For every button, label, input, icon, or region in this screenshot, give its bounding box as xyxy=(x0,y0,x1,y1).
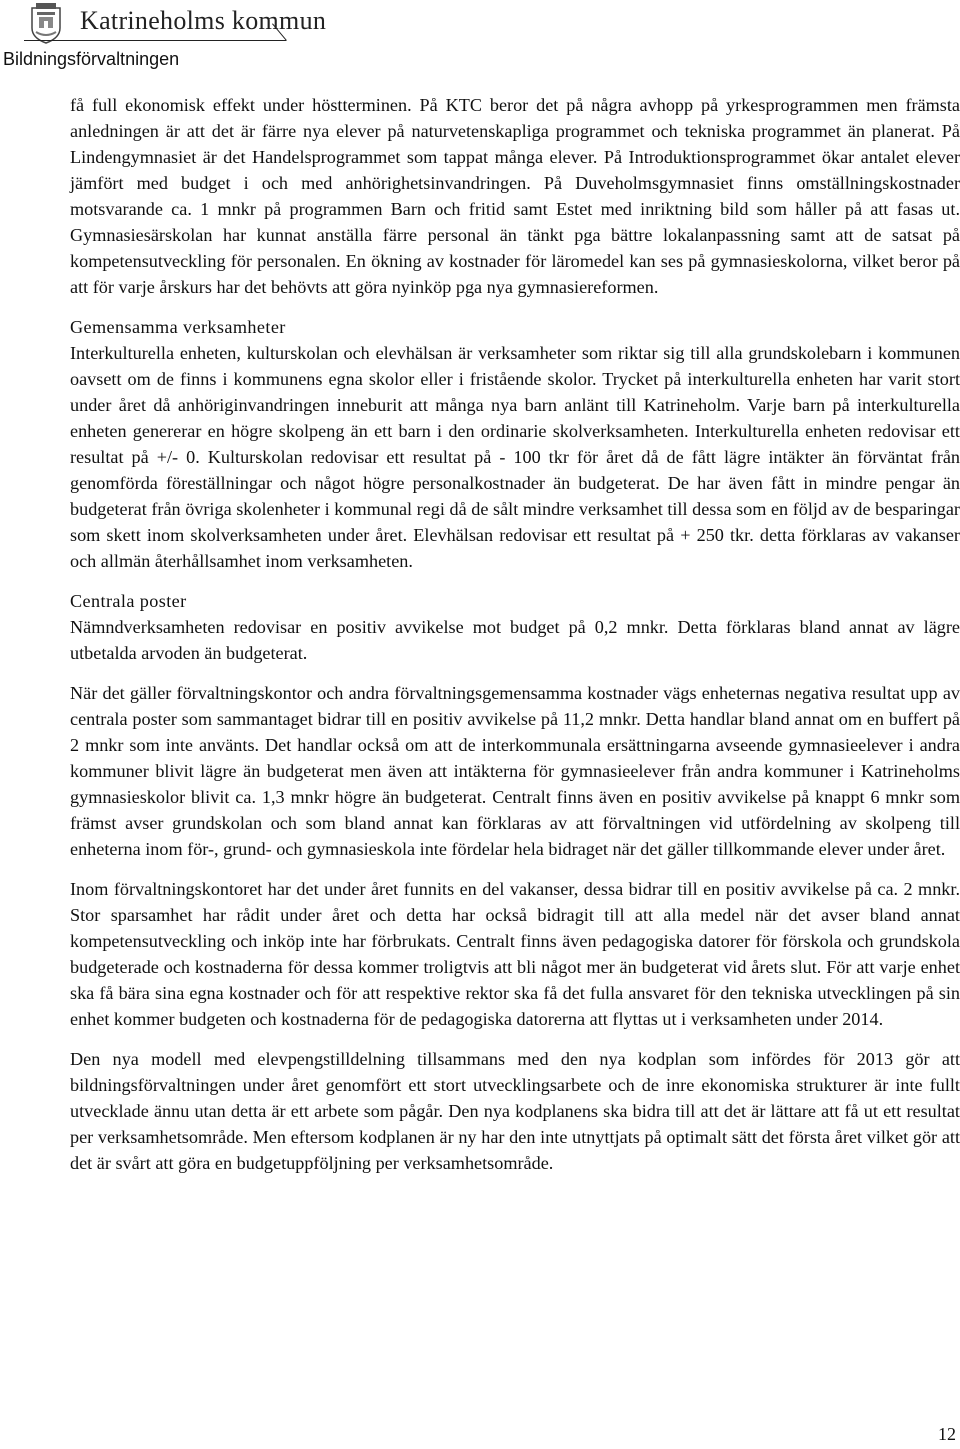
heading-gemensamma-verksamheter: Gemensamma verksamheter xyxy=(70,317,286,337)
document-body xyxy=(70,92,960,1190)
paragraph-forvaltningskontor: När det gäller förvaltningskontor och andra förvaltningsgemensamma kostnader vägs enheternas negativa resultat upp av centrala poster som sammantaget bidrar till en positiv avvikelse på 11,2 mnkr. Detta handlar bland annat om en buffert på 2 mnkr som inte använts. Det handlar också om att de interkommunala ersättningarna avseende gymnasieelever i andra kommuner blivit lägre än budgeterat men även att intäkterna för gymnasieelever från andra kommuner i Katrineholms gymnasieskolor blivit ca. 1,3 mnkr högre än budgeterat. Centralt finns även en positiv avvikelse på knappt 6 mnkr som främst avser grundskolan och som bland annat kan förklaras av att förvaltningen vid utfördelning av skolpeng till enheterna inom för-, grund- och gymnasieskola inte fördelar hela bidraget när det gäller tillkommande elever under året. xyxy=(70,683,960,859)
paragraph-vakanser: Inom förvaltningskontoret har det under året funnits en del vakanser, dessa bidrar till en positiv avvikelse på ca. 2 mnkr. Stor sparsamhet har rådit under året och detta har också bidragit till att alla medel när det avser bland annat kompetensutveckling och inköp inte har förbrukats. Centralt finns även pedagogiska datorer för förskola och grundskola budgeterade och kostnaderna för dessa kommer troligtvis att bli något mer än budgeterat vid årets slut. För att varje enhet ska få bära sina egna kostnader och för att respektive rektor ska få det fulla ansvaret för den tekniska utvecklingen på sin enhet kommer budgeten och kostnaderna för de pedagogiska datorerna att flyttas ut i verksamheten under 2014. xyxy=(70,879,960,1029)
paragraph-namndverksamheten: Nämndverksamheten redovisar en positiv avvikelse mot budget på 0,2 mnkr. Detta förklaras bland annat av lägre utbetalda arvoden än budgeterat. xyxy=(70,617,960,663)
paragraph-gemensamma: Interkulturella enheten, kulturskolan och elevhälsan är verksamheter som riktar sig till alla grundskolebarn i kommunen oavsett om de finns i kommunens egna skolor eller i fristående skolor. Trycket på interkulturella enheten har varit stort under året då anhöriginvandringen inneburit att många nya barn anlänt till Katrineholm. Varje barn på interkulturella enheten genererar en högre skolpeng än ett barn i den ordinarie skolverksamheten. Interkulturella enheten redovisar ett resultat på +/- 0. Kulturskolan redovisar ett resultat på - 100 tkr för året då de fått lägre intäkter än förväntat från genomförda föreställningar och något högre personalkostnader än budgeterat. De har även fått in mindre pengar än budgeterat från övriga skolenheter i kommunal regi då de sålt mindre verksamhet till dessa som en följd av de besparingar som skett inom skolverksamheten under året. Elevhälsan redovisar ett resultat på + 250 tkr. detta förklaras av vakanser och allmän återhållsamhet inom verksamheten. xyxy=(70,343,960,571)
municipal-crest-icon xyxy=(30,2,62,44)
paragraph-gymnasium: få full ekonomisk effekt under höstterminen. På KTC beror det på några avhopp på yrkesprogrammen men främsta anledningen är att det är färre nya elever på naturvetenskapliga programmet och tekniska programmet än planerat. På Lindengymnasiet är det Handelsprogrammet som tappat många elever. På Introduktionsprogrammet ökar antalet elever jämfört med budget i och med anhörighetsinvandringen. På Duveholmsgymnasiet finns omställningskostnader motsvarande ca. 1 mnkr på programmen Barn och fritid samt Estet med inriktning bild som håller på att fasas ut. Gymnasiesärskolan har kunnat anställa färre personal än tänkt pga bättre lokalanpassning samt att de satsat på kompetensutveckling för personalen. En ökning av kostnader för läromedel kan ses på gymnasieskolorna, vilket beror på att för varje årskurs har det behövts att göra nyinköp pga nya gymnasiereformen. xyxy=(70,95,960,297)
municipality-name: Katrineholms kommun xyxy=(80,6,327,35)
department-name: Bildningsförvaltningen xyxy=(3,49,180,69)
paragraph-elevpeng: Den nya modell med elevpengstilldelning tillsammans med den nya kodplan som infördes för 2013 gör att bildningsförvaltningen under året genomfört ett stort utvecklingsarbete och de inre ekonomiska strukturer är inte fullt utvecklade ännu utan detta är ett arbete som pågår. Den nya kodplanens ska bidra till att det är lättare att få ut ett resultat per verksamhetsområde. Men eftersom kodplanen är ny har den inte utnyttjats på optimalt sätt det första året vilket gör att det är svårt att göra en budgetuppföljning per verksamhetsområde. xyxy=(70,1049,960,1173)
heading-centrala-poster: Centrala poster xyxy=(70,591,187,611)
page-header xyxy=(0,0,960,75)
page-number: 12 xyxy=(938,1424,956,1444)
header-rule xyxy=(24,40,286,41)
